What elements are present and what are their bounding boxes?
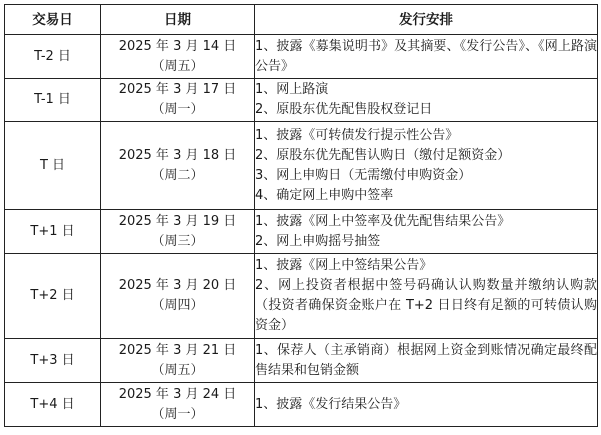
weekday-text: （周三） bbox=[151, 233, 204, 249]
arrangement-item: 3、网上申购日（无需缴付申购资金） bbox=[255, 167, 472, 183]
arrangement-item: 1、披露《发行结果公告》 bbox=[255, 396, 407, 412]
date-text: 2025 年 3 月 14 日 bbox=[118, 38, 237, 54]
arrangement-cell bbox=[255, 383, 598, 427]
weekday-text: （周二） bbox=[151, 167, 204, 183]
header-arrangement: 发行安排 bbox=[255, 5, 598, 35]
arrangement-cell bbox=[255, 35, 598, 79]
trading-day-cell: T-2 日 bbox=[5, 35, 101, 79]
trading-day-cell: T+4 日 bbox=[5, 383, 101, 427]
weekday-text: （周一） bbox=[151, 406, 204, 422]
trading-day-cell: T+2 日 bbox=[5, 254, 101, 339]
date-text: 2025 年 3 月 19 日 bbox=[118, 213, 237, 229]
weekday-text: （周五） bbox=[151, 58, 204, 74]
arrangement-cell bbox=[255, 122, 598, 210]
trading-day-cell: T+3 日 bbox=[5, 339, 101, 383]
arrangement-cell bbox=[255, 339, 598, 383]
date-cell bbox=[101, 254, 255, 339]
table-row bbox=[5, 210, 598, 254]
table-row bbox=[5, 339, 598, 383]
header-date: 日期 bbox=[101, 5, 255, 35]
date-text: 2025 年 3 月 18 日 bbox=[118, 147, 237, 163]
arrangement-item: 1、网上路演 bbox=[255, 82, 329, 97]
arrangement-cell bbox=[255, 254, 598, 339]
table-row bbox=[5, 254, 598, 339]
table-row bbox=[5, 383, 598, 427]
issuance-schedule bbox=[4, 4, 597, 427]
weekday-text: （周一） bbox=[151, 102, 204, 117]
date-cell bbox=[101, 383, 255, 427]
arrangement-item: 2、网上申购摇号抽签 bbox=[255, 233, 381, 249]
arrangement-item: 1、披露《可转债发行提示性公告》 bbox=[255, 127, 459, 143]
arrangement-item: 1、披露《网上中签结果公告》 bbox=[255, 258, 433, 273]
header-trading-day: 交易日 bbox=[5, 5, 101, 35]
header-row bbox=[5, 5, 598, 35]
date-text: 2025 年 3 月 20 日 bbox=[118, 278, 237, 293]
arrangement-cell bbox=[255, 210, 598, 254]
arrangement-item: 2、原股东优先配售股权登记日 bbox=[255, 102, 433, 117]
arrangement-item: 2、网上投资者根据中签号码确认认购数量并缴纳认购款（投资者确保资金账户在 T+2 日日终有足额的可转债认购资金） bbox=[255, 278, 597, 333]
arrangement-item: 1、披露《网上中签率及优先配售结果公告》 bbox=[255, 213, 511, 229]
table-row bbox=[5, 35, 598, 79]
arrangement-item: 2、原股东优先配售认购日（缴付足额资金） bbox=[255, 147, 511, 163]
arrangement-item: 1、保荐人（主承销商）根据网上资金到账情况确定最终配售结果和包销金额 bbox=[255, 342, 597, 378]
arrangement-item: 4、确定网上申购中签率 bbox=[255, 187, 394, 203]
table-row bbox=[5, 79, 598, 122]
date-text: 2025 年 3 月 24 日 bbox=[118, 386, 237, 402]
date-cell bbox=[101, 122, 255, 210]
trading-day-cell: T+1 日 bbox=[5, 210, 101, 254]
arrangement-item: 1、披露《募集说明书》及其摘要、《发行公告》、《网上路演公告》 bbox=[255, 38, 597, 74]
date-text: 2025 年 3 月 21 日 bbox=[118, 342, 237, 358]
table-row bbox=[5, 122, 598, 210]
date-cell bbox=[101, 210, 255, 254]
schedule-table bbox=[4, 4, 598, 427]
date-cell bbox=[101, 35, 255, 79]
date-cell bbox=[101, 79, 255, 122]
trading-day-cell: T 日 bbox=[5, 122, 101, 210]
weekday-text: （周五） bbox=[151, 362, 204, 378]
weekday-text: （周四） bbox=[151, 298, 204, 313]
trading-day-cell: T-1 日 bbox=[5, 79, 101, 122]
arrangement-cell bbox=[255, 79, 598, 122]
date-cell bbox=[101, 339, 255, 383]
date-text: 2025 年 3 月 17 日 bbox=[118, 82, 237, 97]
